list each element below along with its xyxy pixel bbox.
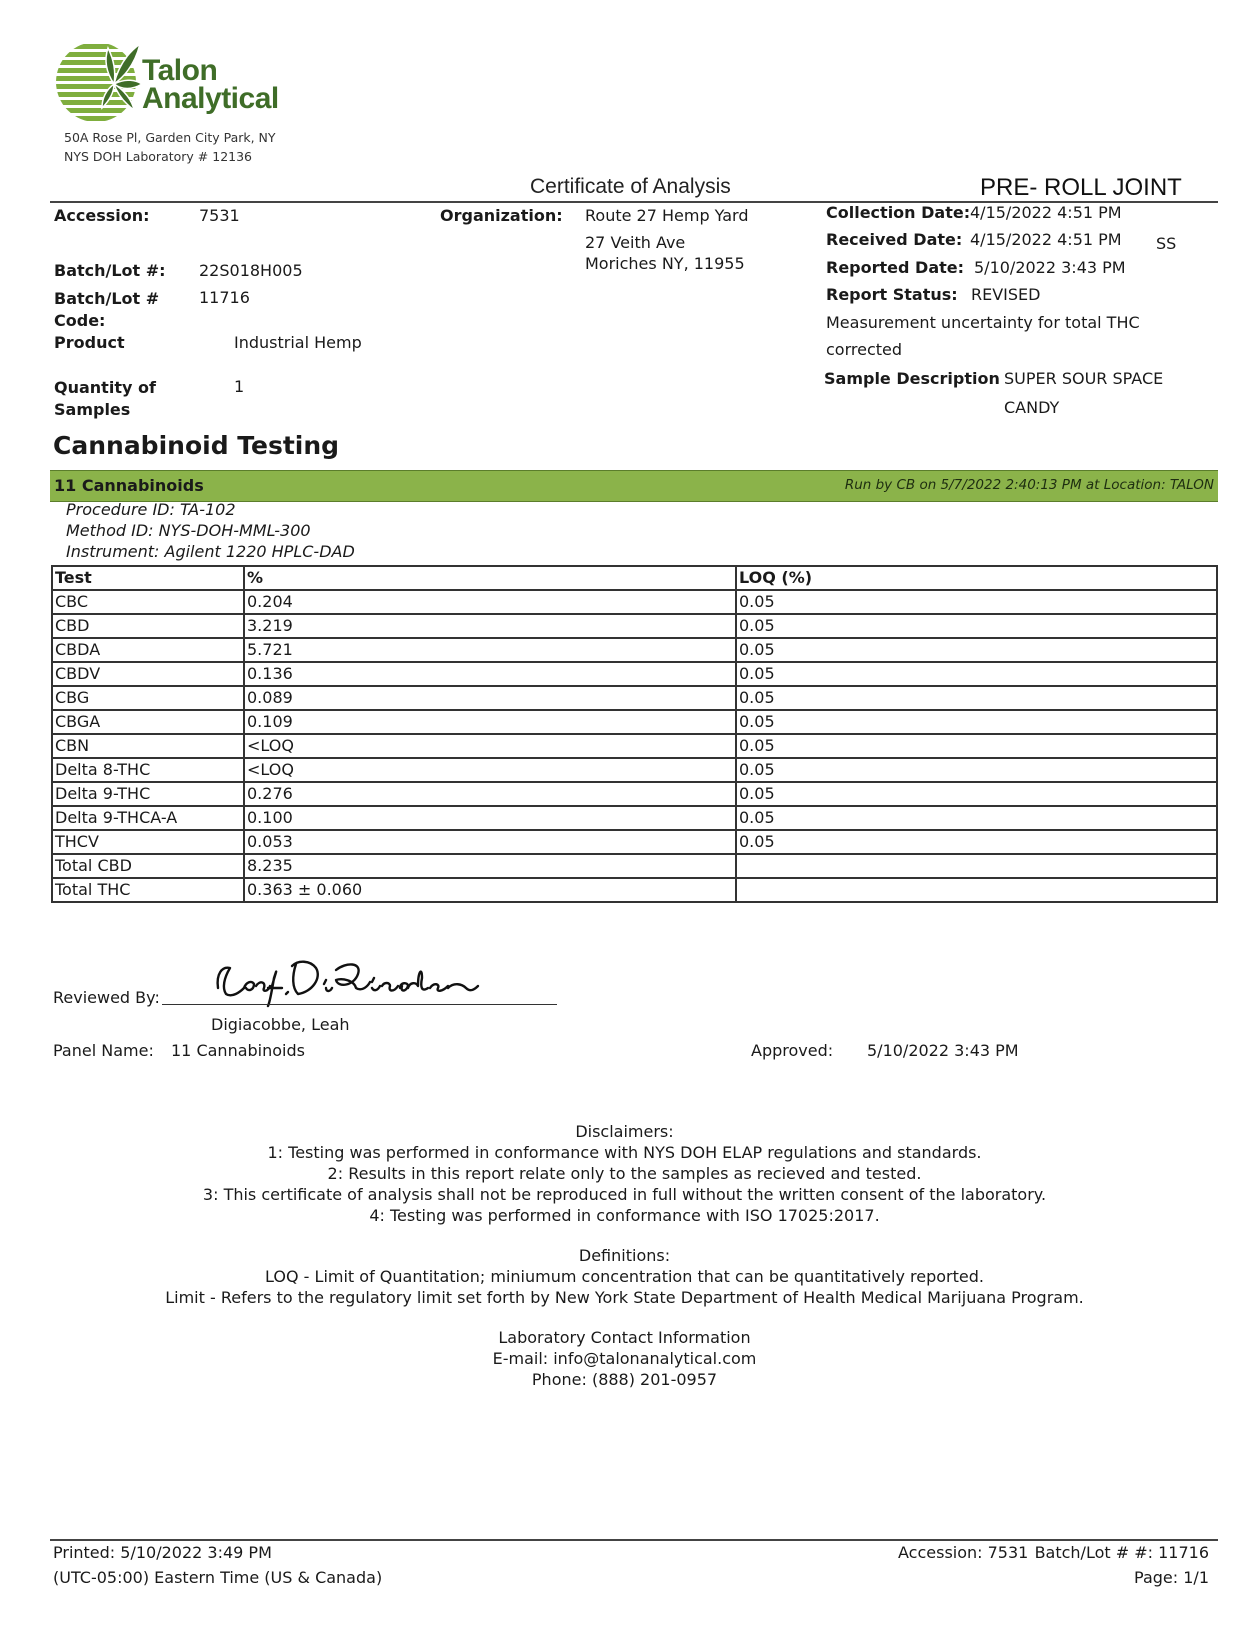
lab-license: NYS DOH Laboratory # 12136 <box>64 149 253 164</box>
cell-loq <box>736 878 1217 902</box>
cell-loq: 0.05 <box>736 662 1217 686</box>
cell-percent: 8.235 <box>244 854 736 878</box>
table-row <box>52 830 1217 854</box>
panel-name-value: 11 Cannabinoids <box>171 1041 305 1060</box>
cell-percent: 0.204 <box>244 590 736 614</box>
cell-test: CBN <box>52 734 244 758</box>
logo-name-line2: Analytical <box>142 82 279 115</box>
cell-loq: 0.05 <box>736 686 1217 710</box>
product-tag: PRE- ROLL JOINT <box>980 174 1182 201</box>
cell-test: CBDA <box>52 638 244 662</box>
cell-loq <box>736 854 1217 878</box>
cell-loq: 0.05 <box>736 782 1217 806</box>
disclaimer-item: 2: Results in this report relate only to the samples as recieved and tested. <box>327 1164 922 1183</box>
signature-line <box>162 1004 557 1005</box>
batch-code-value: 11716 <box>199 288 250 307</box>
footer-timezone: (UTC-05:00) Eastern Time (US & Canada) <box>53 1568 383 1587</box>
sample-description-line-1: SUPER SOUR SPACE <box>1004 369 1164 388</box>
cell-loq: 0.05 <box>736 590 1217 614</box>
results-table <box>51 565 1218 903</box>
reported-date-value: 5/10/2022 3:43 PM <box>974 258 1126 277</box>
cell-percent: 0.136 <box>244 662 736 686</box>
table-header-row <box>52 566 1217 590</box>
contact-phone: Phone: (888) 201-0957 <box>531 1370 718 1389</box>
table-row <box>52 734 1217 758</box>
quantity-value: 1 <box>234 377 245 396</box>
cell-percent: 3.219 <box>244 614 736 638</box>
cell-percent: 0.089 <box>244 686 736 710</box>
cell-loq: 0.05 <box>736 638 1217 662</box>
product-value: Industrial Hemp <box>234 333 362 352</box>
cannabis-leaf-icon <box>52 38 144 124</box>
instrument: Instrument: Agilent 1220 HPLC-DAD <box>66 542 355 561</box>
product-label: Product <box>54 333 125 352</box>
procedure-id: Procedure ID: TA-102 <box>66 500 236 519</box>
organization-city: Moriches NY, 11955 <box>585 254 745 273</box>
definitions <box>0 1245 1249 1308</box>
cell-loq: 0.05 <box>736 806 1217 830</box>
cell-test: Total THC <box>52 878 244 902</box>
footer-printed: Printed: 5/10/2022 3:49 PM <box>53 1543 272 1562</box>
report-status-note-2: corrected <box>826 340 903 359</box>
panel-name-label: Panel Name: <box>53 1041 154 1060</box>
table-row <box>52 662 1217 686</box>
footer-page: Page: 1/1 <box>1134 1568 1209 1587</box>
section-title: Cannabinoid Testing <box>53 431 340 460</box>
table-row <box>52 614 1217 638</box>
cell-test: CBG <box>52 686 244 710</box>
reviewed-by-label: Reviewed By: <box>53 988 160 1007</box>
cell-test: Delta 9-THC <box>52 782 244 806</box>
approved-label: Approved: <box>751 1041 834 1060</box>
header-loq: LOQ (%) <box>736 566 1217 590</box>
header-percent: % <box>244 566 736 590</box>
cell-percent: 0.363 ± 0.060 <box>244 878 736 902</box>
cell-test: CBD <box>52 614 244 638</box>
quantity-label: Quantity of Samples <box>54 378 156 419</box>
run-info: Run by CB on 5/7/2022 2:40:13 PM at Location: TALON <box>844 477 1214 493</box>
organization-label: Organization: <box>440 206 563 225</box>
cell-test: THCV <box>52 830 244 854</box>
method-id: Method ID: NYS-DOH-MML-300 <box>66 521 311 540</box>
batch-label: Batch/Lot #: <box>54 261 166 280</box>
batch-value: 22S018H005 <box>199 261 303 280</box>
header-test: Test <box>52 566 244 590</box>
table-row <box>52 878 1217 902</box>
report-status-label: Report Status: <box>826 285 958 304</box>
organization-street: 27 Veith Ave <box>585 233 686 252</box>
contact-email: E-mail: info@talonanalytical.com <box>492 1349 757 1368</box>
table-row <box>52 806 1217 830</box>
lab-contact <box>0 1327 1249 1390</box>
lab-address: 50A Rose Pl, Garden City Park, NY <box>64 130 276 145</box>
panel-name: 11 Cannabinoids <box>54 476 204 495</box>
organization-name: Route 27 Hemp Yard <box>585 206 749 225</box>
cell-loq: 0.05 <box>736 614 1217 638</box>
cell-percent: 0.053 <box>244 830 736 854</box>
table-row <box>52 590 1217 614</box>
definition-item: LOQ - Limit of Quantitation; miniumum concentration that can be quantitatively reported. <box>265 1267 984 1286</box>
cell-test: CBC <box>52 590 244 614</box>
report-status-value: REVISED <box>971 285 1041 304</box>
sample-description-label: Sample Description <box>824 369 1000 388</box>
reviewer-name: Digiacobbe, Leah <box>211 1015 350 1034</box>
cell-loq: 0.05 <box>736 710 1217 734</box>
cell-percent: 0.100 <box>244 806 736 830</box>
panel-bar <box>50 470 1218 502</box>
batch-code-label: Batch/Lot # Code: <box>54 289 160 330</box>
table-row <box>52 638 1217 662</box>
cell-test: CBGA <box>52 710 244 734</box>
footer-divider <box>50 1539 1218 1541</box>
received-date-label: Received Date: <box>826 230 963 249</box>
received-initials: SS <box>1156 234 1177 253</box>
reviewed-by <box>53 988 557 1007</box>
table-row <box>52 782 1217 806</box>
definitions-title: Definitions: <box>578 1246 671 1265</box>
disclaimers <box>0 1121 1249 1226</box>
disclaimer-item: 4: Testing was performed in conformance with ISO 17025:2017. <box>369 1206 880 1225</box>
accession-value: 7531 <box>199 206 240 225</box>
cell-test: Delta 9-THCA-A <box>52 806 244 830</box>
definition-item: Limit - Refers to the regulatory limit set forth by New York State Department of Health Medical Marijuana Program. <box>165 1288 1084 1307</box>
footer-batch: Batch/Lot # #: 11716 <box>1034 1543 1209 1562</box>
cell-test: CBDV <box>52 662 244 686</box>
accession-label: Accession: <box>54 206 150 225</box>
disclaimers-title: Disclaimers: <box>575 1122 674 1141</box>
approved-value: 5/10/2022 3:43 PM <box>867 1041 1019 1060</box>
table-row <box>52 686 1217 710</box>
cell-percent: <LOQ <box>244 758 736 782</box>
table-row <box>52 854 1217 878</box>
cell-percent: 0.276 <box>244 782 736 806</box>
cell-loq: 0.05 <box>736 734 1217 758</box>
reported-date-label: Reported Date: <box>826 258 965 277</box>
lab-logo <box>52 38 352 128</box>
footer-accession: Accession: 7531 <box>898 1543 1029 1562</box>
table-row <box>52 710 1217 734</box>
collection-date-value: 4/15/2022 4:51 PM <box>970 203 1122 222</box>
collection-date-label: Collection Date: <box>826 203 971 222</box>
cell-loq: 0.05 <box>736 830 1217 854</box>
cell-test: Delta 8-THC <box>52 758 244 782</box>
received-date-value: 4/15/2022 4:51 PM <box>970 230 1122 249</box>
cell-percent: 5.721 <box>244 638 736 662</box>
sample-description-line-2: CANDY <box>1004 398 1060 417</box>
document-title: Certificate of Analysis <box>530 175 731 198</box>
report-status-note-1: Measurement uncertainty for total THC <box>826 313 1140 332</box>
cell-loq: 0.05 <box>736 758 1217 782</box>
disclaimer-item: 1: Testing was performed in conformance with NYS DOH ELAP regulations and standards. <box>267 1143 982 1162</box>
table-row <box>52 758 1217 782</box>
disclaimer-item: 3: This certificate of analysis shall not be reproduced in full without the written consent of the laboratory. <box>202 1185 1047 1204</box>
cell-percent: <LOQ <box>244 734 736 758</box>
contact-title: Laboratory Contact Information <box>498 1328 751 1347</box>
logo-name-line1: Talon <box>142 54 218 87</box>
cell-test: Total CBD <box>52 854 244 878</box>
cell-percent: 0.109 <box>244 710 736 734</box>
